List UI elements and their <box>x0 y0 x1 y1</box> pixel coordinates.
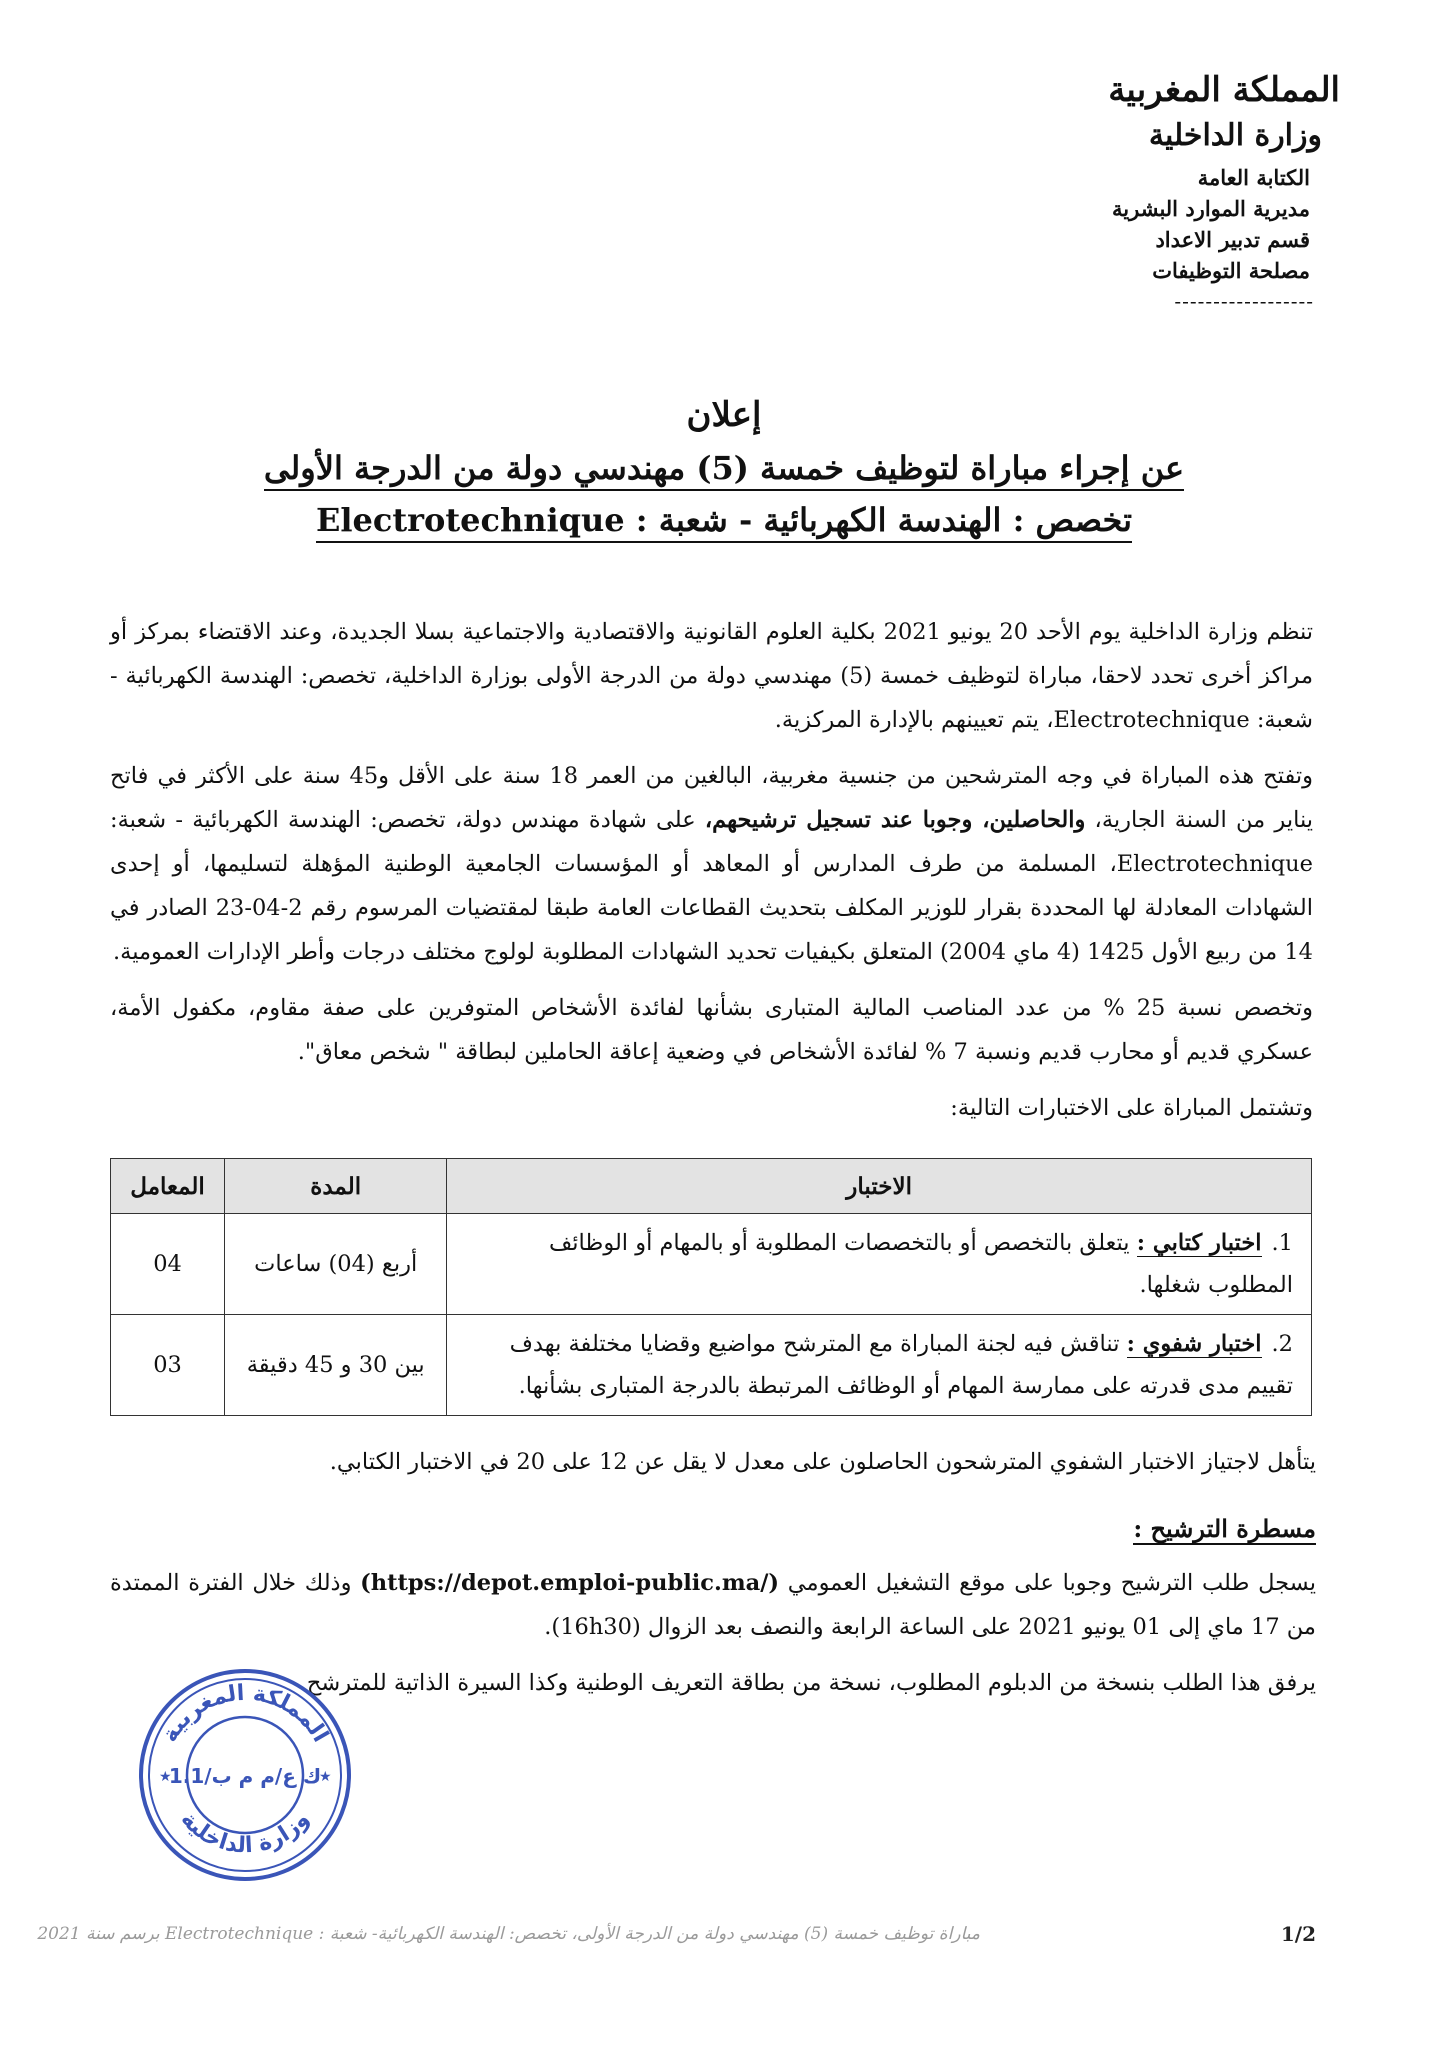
paragraph-oral-eligibility: يتأهل لاجتياز الاختبار الشفوي المترشحون الحاصلون على معدل لا يقل عن 12 على 20 في الاختبار الكتابي. <box>329 1449 1316 1475</box>
paragraph-application <box>110 1561 1316 1649</box>
ministry-name: وزارة الداخلية <box>1148 118 1322 153</box>
application-intro: يسجل طلب الترشيح وجوبا على موقع التشغيل العمومي <box>779 1570 1316 1596</box>
page-number: 1/2 <box>1280 1922 1316 1946</box>
subject-text: عن إجراء مباراة لتوظيف خمسة (5) مهندسي دولة من الدرجة الأولى <box>264 449 1184 491</box>
paragraph-tests-intro: وتشتمل المباراة على الاختبارات التالية: <box>950 1095 1313 1121</box>
test-number: 2. <box>1271 1331 1293 1357</box>
test-description: تناقش فيه لجنة المباراة مع المترشح مواضيع وقضايا مختلفة بهدف تقييم مدى قدرته على ممارسة المهام أو الوظائف المرتبطة بالدرجة المتبارى بشأنها. <box>509 1331 1293 1399</box>
kingdom-name: المملكة المغربية <box>1108 70 1340 110</box>
eligibility-rest: على شهادة مهندس دولة، تخصص: الهندسة الكهربائية - شعبة: Electrotechnique، المسلمة من طرف المدارس أو المعاهد أو المؤسسات الجامعية الوطنية المؤهلة لتسليمها، أو إحدى الشهادات المعادلة لها المحددة بقرار للوزير المكلف بتحديث القطاعات العامة طبقا لمقتضيات المرسوم رقم 2-04-23 الصادر في 14 من ربيع الأول 1425 (4 ماي 2004) المتعلق بكيفيات تحديد الشهادات المطلوبة لولوج مختلف درجات وأطر الإدارات العمومية. <box>110 807 1313 965</box>
paragraph-quota: وتخصص نسبة 25 % من عدد المناصب المالية المتبارى بشأنها لفائدة الأشخاص المتوفرين على صفة مقاوم، مكفول الأمة، عسكري قديم أو محارب قديم ونسبة 7 % لفائدة الأشخاص في وضعية إعاقة الحاملين لبطاقة " شخص معاق". <box>110 995 1313 1065</box>
coefficient-cell: 04 <box>111 1214 225 1315</box>
duration-cell: أربع (04) ساعات <box>225 1214 447 1315</box>
announcement-title: إعلان <box>686 395 762 435</box>
test-label: اختبار شفوي : <box>1126 1331 1262 1357</box>
stamp-star-left-icon: ★ <box>159 1769 172 1785</box>
coefficient-cell: 03 <box>111 1315 225 1416</box>
paragraph-eligibility <box>110 754 1313 974</box>
paragraph-attachments: يرفق هذا الطلب بنسخة من الدبلوم المطلوب، نسخة من بطاقة التعريف الوطنية وكذا السيرة الذاتية للمترشح. <box>299 1670 1316 1696</box>
specialty-text: تخصص : الهندسة الكهربائية - شعبة : Electrotechnique <box>316 501 1132 543</box>
letterhead <box>820 70 1340 313</box>
duration-cell: بين 30 و 45 دقيقة <box>225 1315 447 1416</box>
test-cell <box>447 1315 1312 1416</box>
official-stamp <box>135 1665 355 1885</box>
eligibility-emphasis: والحاصلين، وجوبا عند تسجيل ترشيحهم، <box>704 807 1086 833</box>
body-text <box>110 610 1313 1142</box>
stamp-top-text: المملكة المغربية <box>157 1680 333 1747</box>
application-period: وذلك خلال الفترة الممتدة من 17 ماي إلى 01 يونيو 2021 على الساعة الرابعة والنصف بعد الزوال (16h30). <box>110 1570 1316 1640</box>
tests-table-container <box>110 1158 1312 1416</box>
subject-title <box>0 449 1448 487</box>
paragraph-organization: تنظم وزارة الداخلية يوم الأحد 20 يونيو 2021 بكلية العلوم القانونية والاقتصادية والاجتماعية بسلا الجديدة، وعند الاقتضاء بمركز أو مراكز أخرى تحدد لاحقا، مباراة لتوظيف خمسة (5) مهندسي دولة من الدرجة الأولى بوزارة الداخلية، تخصص: الهندسة الكهربائية - شعبة: Electrotechnique، يتم تعيينهم بالإدارة المركزية. <box>110 619 1313 733</box>
header-duration: المدة <box>225 1159 447 1214</box>
stamp-star-right-icon: ★ <box>319 1769 332 1785</box>
test-cell <box>447 1214 1312 1315</box>
staffing-division: قسم تدبير الاعداد <box>1155 227 1310 252</box>
test-description: يتعلق بالتخصص أو بالتخصصات المطلوبة أو بالمهام أو الوظائف المطلوب شغلها. <box>549 1230 1293 1298</box>
stamp-center-text: ك ع/م م ب/1.1 <box>168 1764 322 1788</box>
stamp-bottom-text: وزارة الداخلية <box>175 1807 315 1859</box>
header-separator: ------------------ <box>1174 289 1314 313</box>
recruitment-service: مصلحة التوظيفات <box>1152 258 1310 283</box>
hr-directorate: مديرية الموارد البشرية <box>1112 196 1310 221</box>
specialty-title <box>0 501 1448 539</box>
header-coefficient: المعامل <box>111 1159 225 1214</box>
procedure-heading-text: مسطرة الترشيح : <box>1133 1514 1316 1543</box>
table-row <box>111 1315 1312 1416</box>
title-block <box>0 395 1448 553</box>
procedure-heading <box>110 1514 1316 1543</box>
eligibility-intro: وتفتح هذه المباراة في وجه المترشحين من جنسية مغربية، البالغين من العمر 18 سنة على الأقل و45 سنة على الأكثر في فاتح يناير من السنة الجارية، <box>110 763 1314 833</box>
application-url-link[interactable]: (https://depot.emploi-public.ma/) <box>360 1570 780 1596</box>
table-header-row <box>111 1159 1312 1214</box>
test-number: 1. <box>1271 1230 1293 1256</box>
test-label: اختبار كتابي : <box>1136 1230 1262 1256</box>
header-test: الاختبار <box>447 1159 1312 1214</box>
general-secretariat: الكتابة العامة <box>1197 165 1310 190</box>
table-row <box>111 1214 1312 1315</box>
footer-note: مباراة توظيف خمسة (5) مهندسي دولة من الدرجة الأولى، تخصص: الهندسة الكهربائية- شعبة : Electrotechnique برسم سنة 2021 <box>37 1924 980 1944</box>
tests-table <box>110 1158 1312 1416</box>
